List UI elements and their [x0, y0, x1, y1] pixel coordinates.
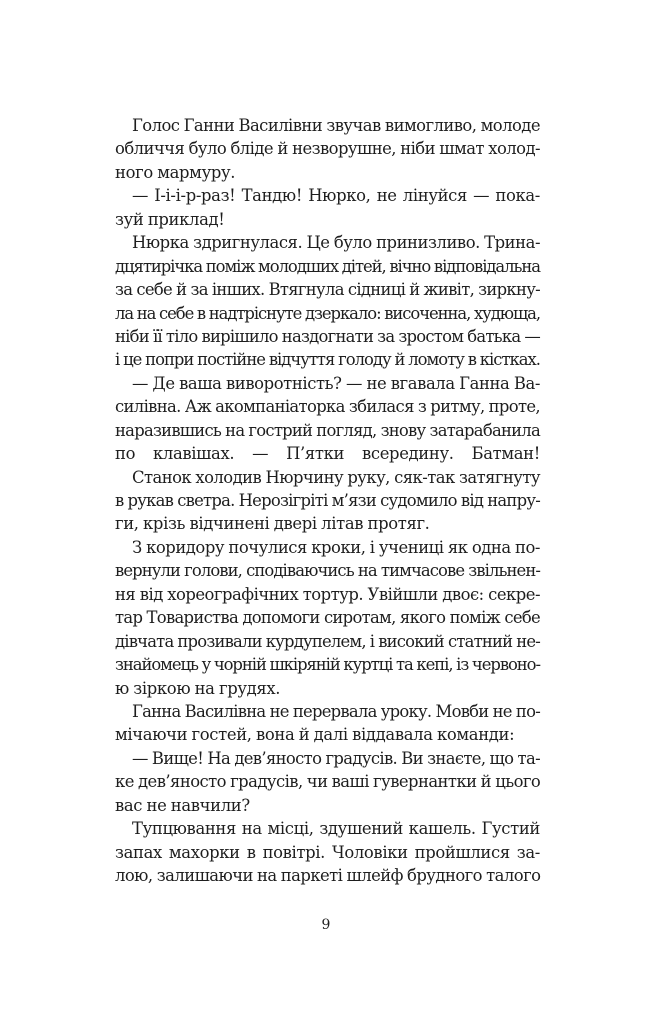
text-line: запах махорки в повітрі. Чоловіки пройшлися за- [115, 842, 540, 862]
page-number: 9 [321, 917, 331, 933]
text-line: мічаючи гостей, вона й далі віддавала команди: [115, 725, 515, 745]
text-line: тар Товариства допомоги сиротам, якого поміж себе [115, 608, 540, 628]
text-line: за себе й за інших. Втягнула сідниці й живіт, зиркну- [115, 280, 540, 300]
text-line: — Вище! На дев’яносто градусів. Ви знаєте, що та- [132, 748, 540, 768]
text-line: ного мармуру. [115, 162, 236, 182]
text-line: — Де ваша виворотність? — не вгавала Ганна Ва- [132, 373, 540, 393]
body-text [115, 114, 540, 887]
text-line: ке дев’яносто градусів, чи ваші гувернантки й цього [115, 772, 541, 792]
text-line: Нюрка здригнулася. Це було принизливо. Трина- [132, 233, 541, 253]
text-line: силівна. Аж акомпаніаторка збилася з ритму, проте, [115, 397, 540, 417]
text-line: лою, залишаючи на паркеті шлейф брудного талого [115, 866, 541, 885]
text-line: зуй приклад! [115, 209, 225, 229]
text-line: знайомець у чорній шкіряній куртці та кепі, із червоно- [115, 655, 540, 675]
text-line: ла на себе в надтріснуте дзеркало: височенна, худюща, [115, 303, 541, 323]
text-line: і це попри постійне відчуття голоду й ломоту в кістках. [115, 350, 540, 370]
text-line: Ганна Василівна не перервала уроку. Мовби не по- [132, 701, 540, 721]
text-line: ня від хореографічних тортур. Увійшли двоє: секре- [115, 584, 540, 604]
text-line: Тупцювання на місці, здушений кашель. Густий [132, 819, 540, 839]
text-line: З коридору почулися кроки, і учениці як одна по- [132, 537, 540, 557]
text-line: ніби її тіло вирішило наздогнати за зростом батька — [115, 326, 540, 346]
text-line: дцятирічка поміж молодших дітей, вічно відповідальна [115, 256, 540, 276]
text-line: Голос Ганни Василівни звучав вимогливо, молоде [132, 116, 540, 135]
text-line: вернули голови, сподіваючись на тимчасове звільнен- [115, 561, 540, 581]
text-line: вас не навчили? [115, 795, 250, 815]
text-line: обличчя було бліде й незворушне, ніби шмат холод- [115, 139, 540, 159]
text-line: по клавішах. — П’ятки всередину. Батман! [115, 444, 540, 464]
text-line: — І-і-і-р-раз! Тандю! Нюрко, не лінуйся — пока- [132, 186, 540, 206]
text-line: ю зіркою на грудях. [115, 678, 281, 698]
text-line: Станок холодив Нюрчину руку, сяк-так затягнуту [132, 467, 540, 487]
text-line: наразившись на гострий погляд, знову затарабанила [115, 420, 540, 440]
text-line: дівчата прозивали курдупелем, і високий статний не- [115, 631, 540, 651]
text-line: в рукав светра. Нерозігріті м’язи судомило від напру- [115, 491, 540, 510]
text-line: ги, крізь відчинені двері літав протяг. [115, 514, 430, 534]
